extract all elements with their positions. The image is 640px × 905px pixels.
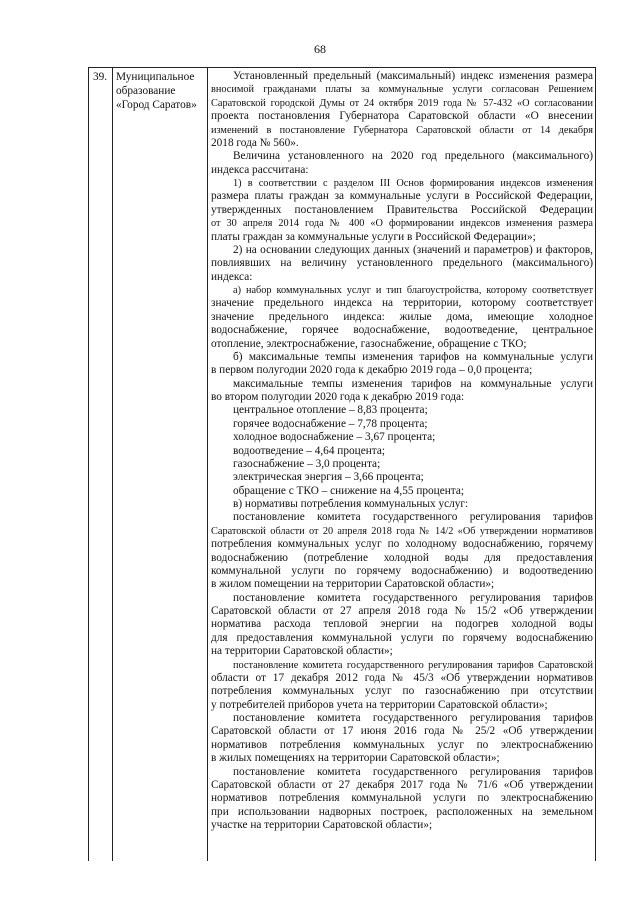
description-line: потребления коммунальных услуг по холодному водоснабжению, горячему (211, 538, 593, 551)
description-line: холодное водоснабжение – 3,67 процента; (233, 431, 436, 444)
description-line: электрическая энергия – 3,66 процента; (233, 471, 424, 484)
description-line: участке на территории Саратовской области»; (211, 819, 433, 831)
municipality-line: «Город Саратов» (116, 99, 197, 111)
description-line: на территории Саратовской области»; (211, 645, 393, 658)
description-line: в первом полугодии 2020 года к декабрю 2019 года – 0,0 процента; (211, 364, 533, 377)
description-line: водоснабжение, горячее водоснабжение, водоотведение, центральное (211, 324, 593, 337)
description-line: в жилом помещении на территории Саратовской области»; (211, 578, 495, 591)
description-line: постановление комитета государственного регулирования тарифов (233, 712, 593, 724)
row-number: 39. (93, 71, 108, 83)
description-line: б) максимальные темпы изменения тарифов на коммунальные услуги (233, 350, 593, 363)
description-line: а) набор коммунальных услуг и тип благоустройства, которому соответствует (233, 285, 593, 296)
description-line: коммунальной услуги по горячему водоснабжению) и водоотведению (211, 564, 593, 577)
description-line: от 30 апреля 2014 года № 400 «О формировании индексов изменения размера (211, 218, 593, 230)
description-line: Величина установленного на 2020 год предельного (максимального) (233, 150, 593, 163)
description-line: постановление комитета государственного регулирования тарифов (233, 591, 593, 604)
description-line: Установленный предельный (максимальный) индекс изменения размера (233, 70, 593, 82)
description-line: 2) на основании следующих данных (значений и параметров) и факторов, (233, 243, 593, 256)
description-line: 2018 года № 560». (211, 136, 299, 149)
document-table (88, 67, 596, 861)
description-line: максимальные темпы изменения тарифов на коммунальные услуги (233, 377, 593, 390)
description-line: горячее водоснабжение – 7,78 процента; (233, 417, 428, 430)
description-line: у потребителей приборов учета на территории Саратовской области»; (211, 698, 548, 711)
description-line: постановление комитета государственного регулирования тарифов (233, 765, 593, 778)
description-line: обращение с ТКО – снижение на 4,55 процента; (233, 484, 465, 497)
description-line: отопление, электроснабжение, газоснабжение, обращение с ТКО; (211, 337, 527, 350)
description-line: во втором полугодии 2020 года к декабрю 2019 года: (211, 391, 465, 403)
description-line: Саратовской области от 20 апреля 2018 года № 14/2 «Об утверждении нормативов (211, 525, 593, 537)
description-line: значение предельного индекса: жилые дома, имеющие холодное (211, 310, 593, 323)
description-line: индекса: (211, 270, 253, 283)
description-line: 1) в соответствии с разделом III Основ формирования индексов изменения (233, 178, 593, 189)
description-line: проекта постановления Губернатора Саратовской области «О внесении (211, 110, 593, 123)
description-line: в) нормативы потребления коммунальных услуг: (233, 498, 469, 510)
description-line: платы граждан за коммунальные услуги в Российской Федерации»; (211, 230, 536, 243)
page-number: 68 (314, 42, 326, 56)
description-line: нормативов потребления коммунальной услуги по электроснабжению (211, 792, 593, 805)
description-line: потребления коммунальных услуг по газоснабжению при отсутствии (211, 685, 593, 698)
description-line: постановление комитета государственного регулирования тарифов Саратовской (233, 659, 593, 671)
municipality-line: Муниципальное (116, 71, 195, 83)
description-line: значение предельного индекса на территории, которому соответствует (211, 297, 593, 310)
description-line: размера платы граждан за коммунальные услуги в Российской Федерации, (211, 190, 593, 203)
description-line: изменений в постановление Губернатора Саратовской области от 14 декабря (211, 124, 593, 136)
description-line: водоснабжению (потребление холодной воды для предоставления (211, 551, 593, 564)
description-line: Саратовской городской Думы от 24 октября 2019 года № 57-432 «О согласовании (211, 97, 593, 109)
description-line: постановление комитета государственного регулирования тарифов (233, 511, 593, 524)
description-line: водоотведение – 4,64 процента; (233, 444, 385, 457)
description-line: утвержденных постановлением Правительства Российской Федерации (211, 203, 593, 216)
municipality-line: образование (116, 85, 176, 97)
description-line: при использовании надворных построек, расположенных на земельном (211, 805, 593, 818)
description-line: нормативов потребления коммунальных услуг по электроснабжению (211, 738, 593, 751)
description-line: для предоставления коммунальной услуги по горячему водоснабжению (211, 631, 593, 644)
row-number-cell (89, 68, 113, 861)
description-line: области от 17 декабря 2012 года № 45/3 «Об утверждении нормативов (211, 671, 593, 684)
description-line: повлиявших на величину установленного предельного (максимального) (211, 257, 593, 270)
description-line: Саратовской области от 27 декабря 2017 года № 71/6 «Об утверждении (211, 778, 593, 791)
description-line: вносимой гражданами платы за коммунальные услуги согласован Решением (211, 84, 593, 96)
description-line: центральное отопление – 8,83 процента; (233, 404, 428, 417)
description-cell (208, 68, 595, 861)
description-line: индекса рассчитана: (211, 163, 309, 176)
description-line: газоснабжение – 3,0 процента; (233, 457, 381, 470)
description-line: в жилых помещениях на территории Саратовской области»; (211, 752, 500, 765)
description-line: Саратовской области от 17 июня 2016 года № 25/2 «Об утверждении (211, 725, 593, 738)
description-line: норматива расхода тепловой энергии на подогрев холодной воды (211, 618, 593, 631)
description-line: Саратовской области от 27 апреля 2018 года № 15/2 «Об утверждении (211, 605, 593, 617)
municipality-cell (113, 68, 208, 861)
